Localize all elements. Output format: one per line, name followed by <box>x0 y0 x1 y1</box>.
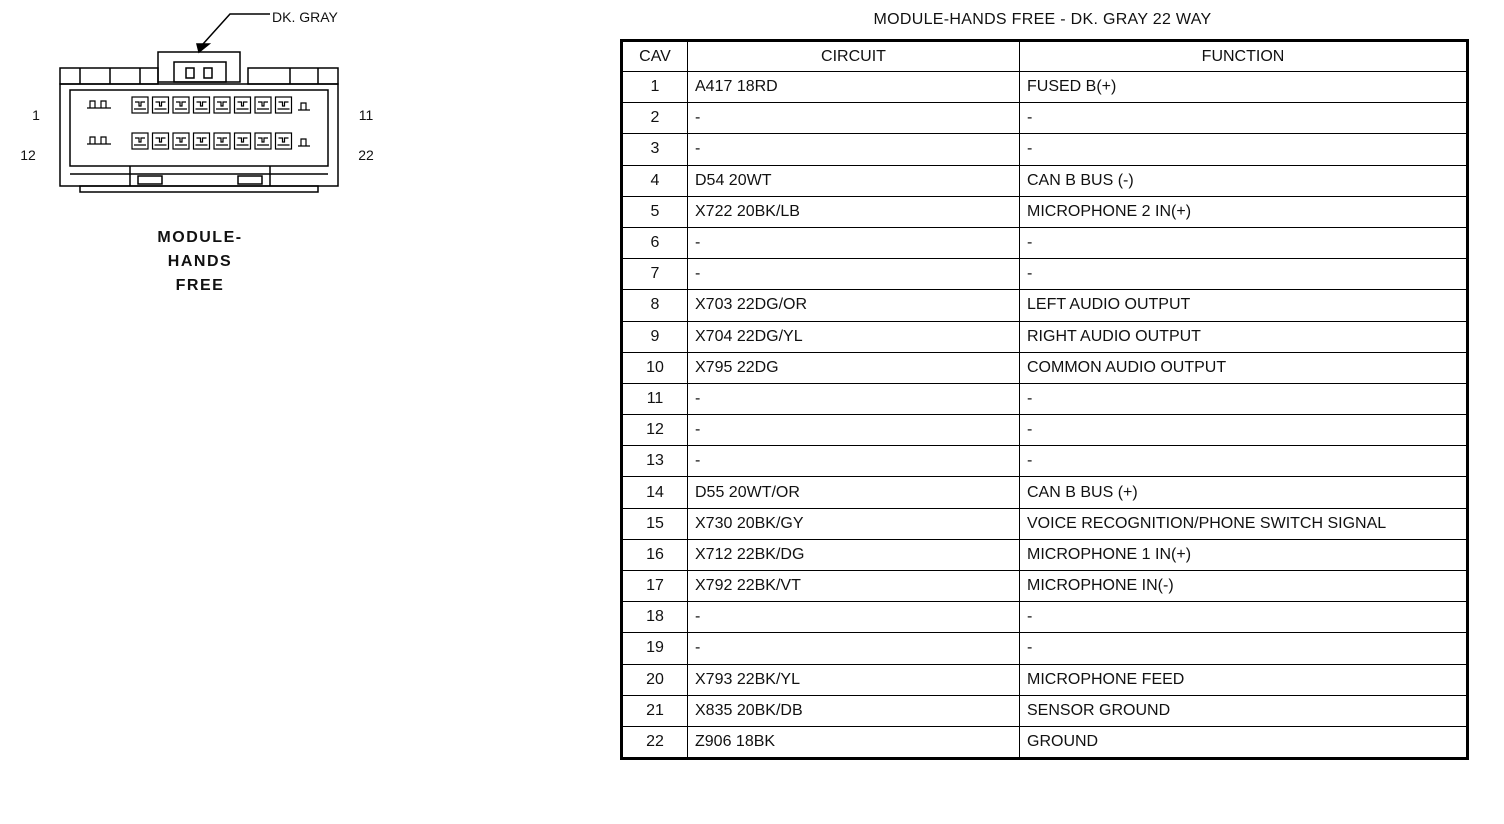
table-row <box>622 633 1468 664</box>
circuit-cell: A417 18RD <box>688 72 1020 103</box>
function-cell: RIGHT AUDIO OUTPUT <box>1020 321 1468 352</box>
table-row <box>622 165 1468 196</box>
cav-cell: 17 <box>622 571 688 602</box>
function-cell: MICROPHONE IN(-) <box>1020 571 1468 602</box>
circuit-cell: X703 22DG/OR <box>688 290 1020 321</box>
function-cell: - <box>1020 259 1468 290</box>
cav-cell: 2 <box>622 103 688 134</box>
table-row <box>622 72 1468 103</box>
cav-cell: 7 <box>622 259 688 290</box>
function-cell: - <box>1020 227 1468 258</box>
circuit-cell: X792 22BK/VT <box>688 571 1020 602</box>
function-cell: MICROPHONE 1 IN(+) <box>1020 539 1468 570</box>
pin-cavity <box>153 133 169 149</box>
color-label-leader <box>203 14 270 44</box>
pin-cavity <box>153 97 169 113</box>
function-cell: COMMON AUDIO OUTPUT <box>1020 352 1468 383</box>
circuit-cell: X730 20BK/GY <box>688 508 1020 539</box>
cav-cell: 4 <box>622 165 688 196</box>
circuit-cell: - <box>688 259 1020 290</box>
connector-name-line1: MODULE- <box>157 229 243 246</box>
table-row <box>622 321 1468 352</box>
table-row <box>622 290 1468 321</box>
pin-label-11: 11 <box>358 107 374 123</box>
connector-pins <box>87 97 310 149</box>
cav-cell: 8 <box>622 290 688 321</box>
connector-name-line3: FREE <box>175 277 225 294</box>
table-row <box>622 196 1468 227</box>
function-cell: - <box>1020 633 1468 664</box>
function-cell: VOICE RECOGNITION/PHONE SWITCH SIGNAL <box>1020 508 1468 539</box>
function-cell: - <box>1020 134 1468 165</box>
circuit-cell: - <box>688 633 1020 664</box>
function-cell: - <box>1020 446 1468 477</box>
function-cell: FUSED B(+) <box>1020 72 1468 103</box>
cav-cell: 16 <box>622 539 688 570</box>
function-cell: MICROPHONE 2 IN(+) <box>1020 196 1468 227</box>
table-row <box>622 477 1468 508</box>
circuit-cell: - <box>688 446 1020 477</box>
pin-marker <box>298 103 310 110</box>
pin-cavity <box>255 97 271 113</box>
function-cell: MICROPHONE FEED <box>1020 664 1468 695</box>
cav-cell: 3 <box>622 134 688 165</box>
circuit-cell: - <box>688 415 1020 446</box>
table-row <box>622 695 1468 726</box>
table-row <box>622 227 1468 258</box>
circuit-cell: X795 22DG <box>688 352 1020 383</box>
pin-label-1: 1 <box>32 107 40 123</box>
cav-cell: 15 <box>622 508 688 539</box>
circuit-cell: X793 22BK/YL <box>688 664 1020 695</box>
header-cav: CAV <box>622 41 688 72</box>
table-row <box>622 508 1468 539</box>
connector-diagram <box>0 0 600 320</box>
table-title: MODULE-HANDS FREE - DK. GRAY 22 WAY <box>873 11 1212 28</box>
pin-cavity <box>194 133 210 149</box>
function-cell: - <box>1020 415 1468 446</box>
cav-cell: 14 <box>622 477 688 508</box>
pin-cavity <box>235 97 251 113</box>
circuit-cell: - <box>688 383 1020 414</box>
function-cell: - <box>1020 602 1468 633</box>
circuit-cell: X704 22DG/YL <box>688 321 1020 352</box>
cav-cell: 5 <box>622 196 688 227</box>
pin-cavity-small <box>87 137 111 144</box>
pin-marker <box>298 139 310 146</box>
function-cell: - <box>1020 103 1468 134</box>
circuit-cell: - <box>688 134 1020 165</box>
connector-latch <box>158 52 240 82</box>
cav-cell: 20 <box>622 664 688 695</box>
function-cell: GROUND <box>1020 726 1468 758</box>
pin-cavity <box>214 133 230 149</box>
function-cell: LEFT AUDIO OUTPUT <box>1020 290 1468 321</box>
pin-cavity <box>214 97 230 113</box>
pin-cavity <box>194 97 210 113</box>
table-row <box>622 415 1468 446</box>
pin-cavity <box>255 133 271 149</box>
header-function: FUNCTION <box>1020 41 1468 72</box>
cav-cell: 11 <box>622 383 688 414</box>
table-header-row <box>622 41 1468 72</box>
table-row <box>622 571 1468 602</box>
pin-cavity-small <box>87 101 111 108</box>
table-row <box>622 602 1468 633</box>
cav-cell: 22 <box>622 726 688 758</box>
pin-cavity <box>235 133 251 149</box>
pin-cavity <box>132 97 148 113</box>
table-row <box>622 352 1468 383</box>
cav-cell: 19 <box>622 633 688 664</box>
pin-cavity <box>173 97 189 113</box>
table-row <box>622 383 1468 414</box>
cav-cell: 13 <box>622 446 688 477</box>
table-row <box>622 446 1468 477</box>
table-row <box>622 134 1468 165</box>
cav-cell: 1 <box>622 72 688 103</box>
table-row <box>622 103 1468 134</box>
cav-cell: 12 <box>622 415 688 446</box>
table-row <box>622 539 1468 570</box>
pin-label-12: 12 <box>20 147 36 163</box>
connector-color-label: DK. GRAY <box>272 9 338 25</box>
circuit-cell: X722 20BK/LB <box>688 196 1020 227</box>
circuit-cell: D54 20WT <box>688 165 1020 196</box>
cav-cell: 6 <box>622 227 688 258</box>
function-cell: CAN B BUS (+) <box>1020 477 1468 508</box>
function-cell: - <box>1020 383 1468 414</box>
pin-cavity <box>276 133 292 149</box>
cav-cell: 18 <box>622 602 688 633</box>
circuit-cell: - <box>688 227 1020 258</box>
circuit-cell: - <box>688 103 1020 134</box>
pin-cavity <box>276 97 292 113</box>
pin-label-22: 22 <box>358 147 374 163</box>
circuit-cell: Z906 18BK <box>688 726 1020 758</box>
cav-cell: 9 <box>622 321 688 352</box>
leader-arrowhead <box>197 44 209 52</box>
circuit-cell: X712 22BK/DG <box>688 539 1020 570</box>
cav-cell: 10 <box>622 352 688 383</box>
header-circuit: CIRCUIT <box>688 41 1020 72</box>
pin-cavity <box>132 133 148 149</box>
table-row <box>622 664 1468 695</box>
table-row <box>622 726 1468 758</box>
connector-body <box>60 84 338 186</box>
pinout-table <box>620 39 1469 760</box>
circuit-cell: - <box>688 602 1020 633</box>
circuit-cell: D55 20WT/OR <box>688 477 1020 508</box>
function-cell: SENSOR GROUND <box>1020 695 1468 726</box>
function-cell: CAN B BUS (-) <box>1020 165 1468 196</box>
table-row <box>622 259 1468 290</box>
circuit-cell: X835 20BK/DB <box>688 695 1020 726</box>
pin-cavity <box>173 133 189 149</box>
connector-name-line2: HANDS <box>167 253 233 270</box>
cav-cell: 21 <box>622 695 688 726</box>
